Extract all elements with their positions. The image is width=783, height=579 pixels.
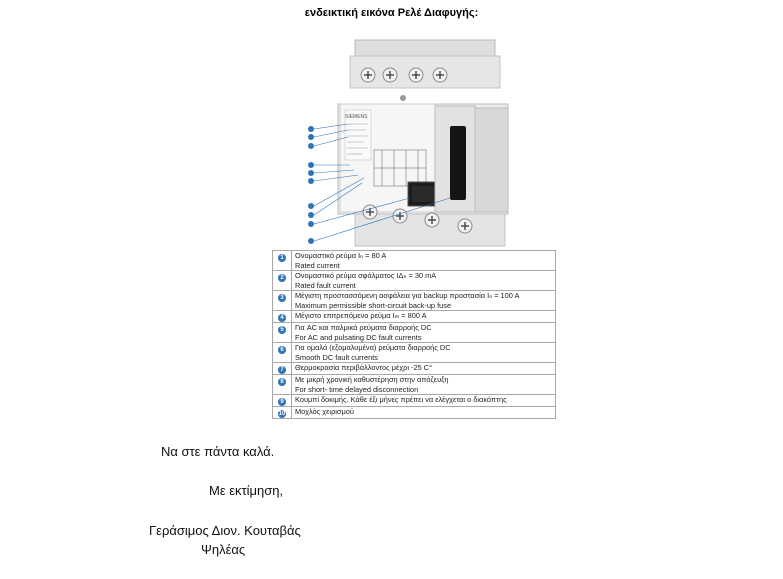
legend-number — [273, 363, 292, 375]
legend-row — [273, 323, 556, 343]
legend-row — [273, 311, 556, 323]
legend-row — [273, 375, 556, 395]
legend-text — [292, 343, 556, 363]
rcd-device-image — [300, 38, 530, 248]
figure-caption: ενδεικτική εικόνα Ρελέ Διαφυγής: — [304, 7, 479, 19]
brand-label: SIEMENS — [345, 114, 368, 120]
legend-text — [292, 395, 556, 407]
legend-row — [273, 291, 556, 311]
legend-number-badge: 7 — [278, 366, 286, 374]
legend-number-badge: 1 — [278, 254, 286, 262]
legend-row — [273, 271, 556, 291]
legend-text — [292, 251, 556, 271]
legend-text-greek: Για AC και παλμικά ρεύματα διαρροής DC — [295, 323, 432, 332]
signature-name: Γεράσιμος Διον. Κουταβάς — [149, 523, 301, 538]
greeting-line: Να στε πάντα καλά. — [161, 444, 275, 459]
legend-text-greek: Μέγιστη προστασσόμενη ασφάλεια για backup προστασία Iₙ = 100 A — [295, 291, 520, 300]
legend-text-greek: Μοχλός χειρισμού — [295, 407, 354, 416]
legend-text-greek: Ονομαστικό ρεύμα Iₙ = 80 A — [295, 251, 387, 260]
legend-row — [273, 407, 556, 419]
callout-markers — [308, 126, 314, 244]
legend-number — [273, 323, 292, 343]
legend-text-greek: Για ομαλά (εξομαλυμένα) ρεύματα διαρροής DC — [295, 343, 451, 352]
legend-text-greek: Με μικρή χρονική καθυστέρηση στην απόζευξη — [295, 375, 449, 384]
legend-text — [292, 363, 556, 375]
legend-number — [273, 251, 292, 271]
legend-text-greek: Ονομαστικό ρεύμα σφάλματος IΔₙ = 30 mA — [295, 271, 437, 280]
legend-number — [273, 375, 292, 395]
legend-number — [273, 291, 292, 311]
legend-text — [292, 271, 556, 291]
legend-text-greek: Κουμπί δοκιμής. Κάθε έξι μήνες πρέπει να ελέγχεται ο διακόπτης — [295, 395, 507, 404]
legend-number-badge: 9 — [278, 398, 286, 406]
legend-number-badge: 4 — [278, 314, 286, 322]
legend-text — [292, 407, 556, 419]
legend-text — [292, 375, 556, 395]
legend-row — [273, 395, 556, 407]
legend-text-english: Rated current — [295, 260, 340, 270]
legend-text — [292, 323, 556, 343]
legend-number — [273, 343, 292, 363]
legend-text-english: For AC and pulsating DC fault currents — [295, 332, 422, 342]
legend-text-english: Maximum permissible short-circuit back-up fuse — [295, 300, 452, 310]
signature-surname: Ψηλέας — [201, 542, 246, 557]
legend-text — [292, 291, 556, 311]
legend-text-english: Rated fault current — [295, 280, 356, 290]
legend-number — [273, 311, 292, 323]
legend-number — [273, 271, 292, 291]
legend-number — [273, 407, 292, 419]
legend-number-badge: 10 — [278, 411, 286, 417]
legend-text-greek: Θερμοκρασία περιβάλλοντος μέχρι -25 C° — [295, 363, 433, 372]
legend-number-badge: 3 — [278, 294, 286, 302]
legend-text — [292, 311, 556, 323]
legend-number-badge: 6 — [278, 346, 286, 354]
legend-text-greek: Μέγιστο επιτρεπόμενο ρεύμα Iₘ = 800 A — [295, 311, 427, 320]
legend-row — [273, 251, 556, 271]
legend-row — [273, 363, 556, 375]
legend-text-english: Smooth DC fault currents — [295, 352, 378, 362]
legend-text-english: For short- time delayed disconnection — [295, 384, 419, 394]
legend-number-badge: 2 — [278, 274, 286, 282]
closing-line: Με εκτίμηση, — [209, 483, 284, 498]
legend-row — [273, 343, 556, 363]
legend-number-badge: 5 — [278, 326, 286, 334]
legend-table — [272, 250, 556, 419]
lever-graphic — [450, 126, 466, 200]
legend-number — [273, 395, 292, 407]
legend-number-badge: 8 — [278, 378, 286, 386]
